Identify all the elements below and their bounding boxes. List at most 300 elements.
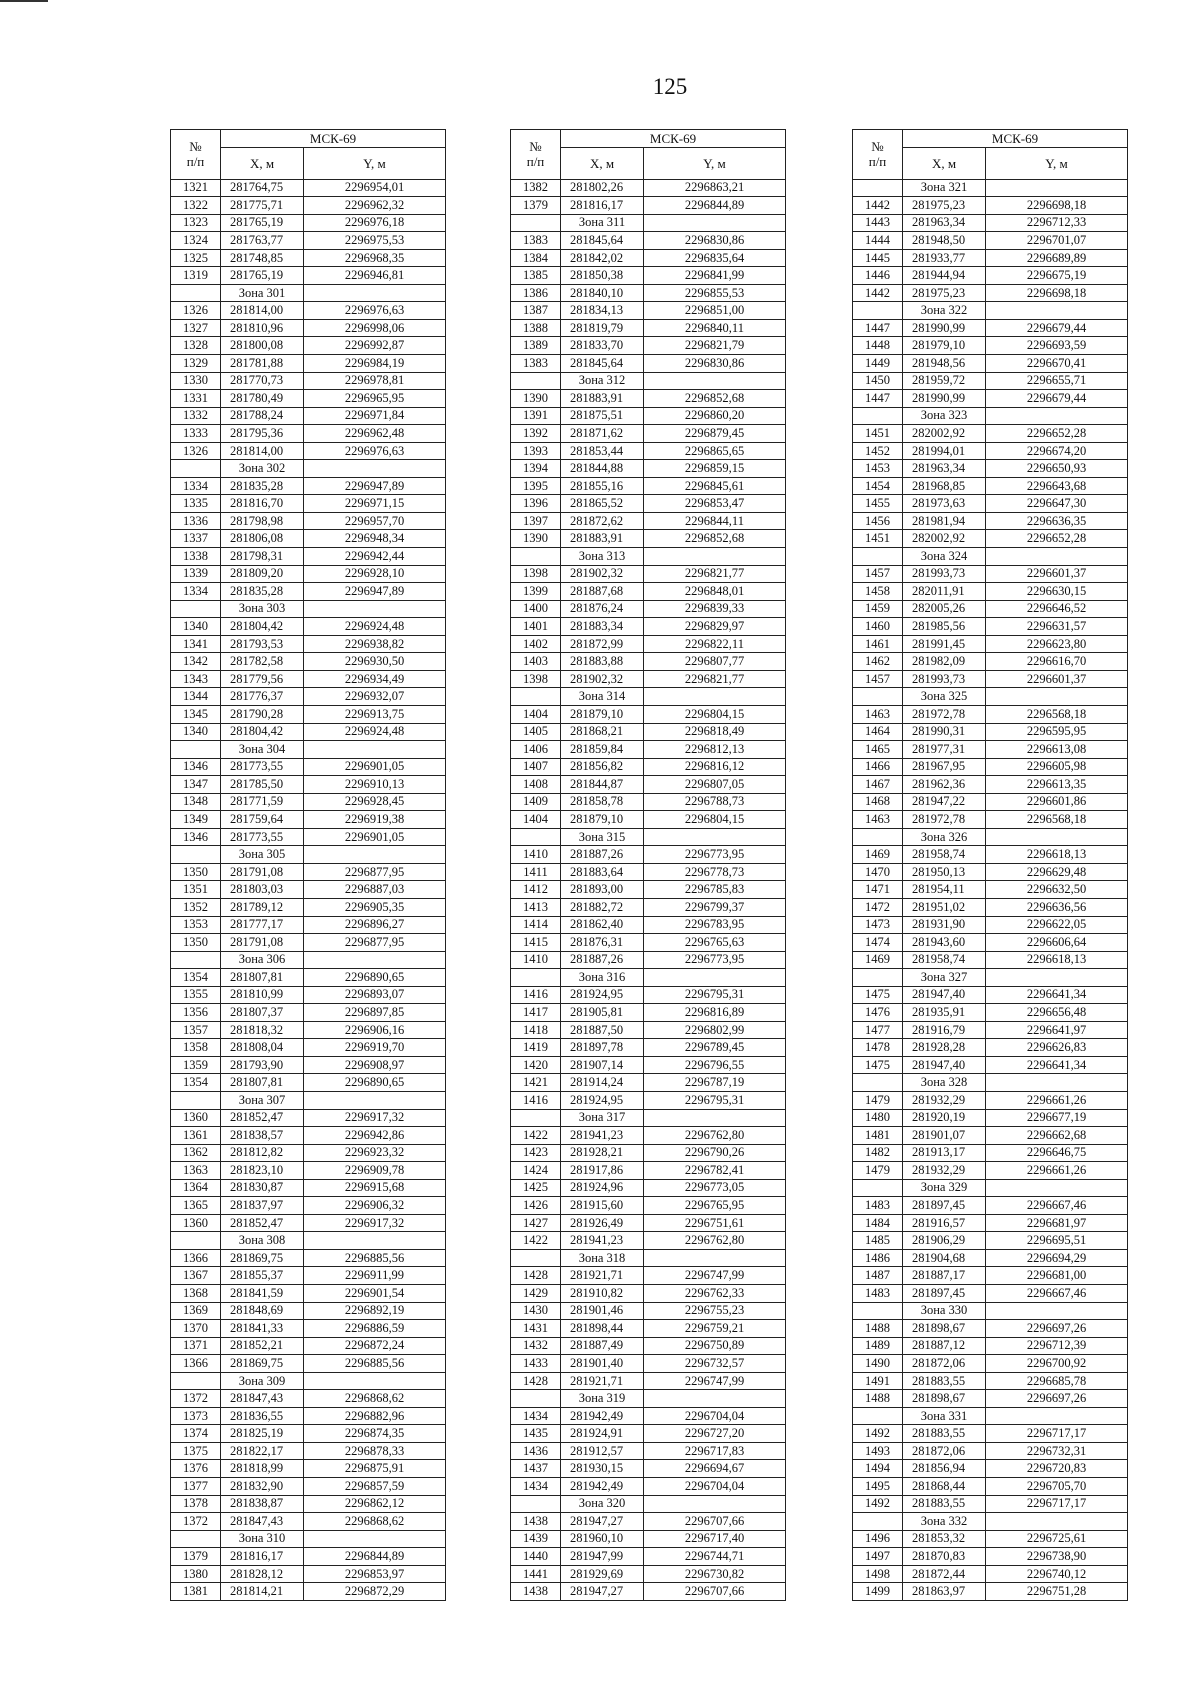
y-coordinate: 2296901,54 — [304, 1285, 446, 1303]
header-number-sign: № — [529, 139, 542, 155]
y-coordinate: 2296732,31 — [986, 1442, 1128, 1460]
x-coordinate: 281812,82 — [221, 1144, 304, 1162]
y-coordinate: 2296821,77 — [644, 670, 786, 688]
x-coordinate: 281804,42 — [221, 618, 304, 636]
y-coordinate: 2296601,37 — [986, 565, 1128, 583]
zone-empty-cell — [986, 407, 1128, 425]
x-coordinate: 281930,15 — [561, 1460, 644, 1478]
point-number: 1476 — [853, 1004, 903, 1022]
point-number: 1482 — [853, 1144, 903, 1162]
y-coordinate: 2296844,89 — [644, 197, 786, 215]
y-coordinate: 2296910,13 — [304, 776, 446, 794]
table-row — [511, 1267, 786, 1285]
x-coordinate: 281928,21 — [561, 1144, 644, 1162]
point-number: 1373 — [171, 1407, 221, 1425]
point-number: 1329 — [171, 355, 221, 373]
x-coordinate: 281932,29 — [903, 1091, 986, 1109]
x-coordinate: 281872,62 — [561, 512, 644, 530]
x-coordinate: 281822,17 — [221, 1442, 304, 1460]
point-number: 1469 — [853, 846, 903, 864]
corner-scan-mark — [0, 0, 48, 2]
point-number: 1401 — [511, 618, 561, 636]
y-coordinate: 2296892,19 — [304, 1302, 446, 1320]
x-coordinate: 281806,08 — [221, 530, 304, 548]
y-coordinate: 2296877,95 — [304, 863, 446, 881]
x-coordinate: 281804,42 — [221, 723, 304, 741]
x-coordinate: 281916,79 — [903, 1021, 986, 1039]
zone-row — [853, 179, 1128, 197]
x-coordinate: 281863,97 — [903, 1583, 986, 1601]
point-number: 1465 — [853, 741, 903, 759]
page-number: 125 — [652, 74, 688, 99]
x-coordinate: 281782,58 — [221, 653, 304, 671]
y-coordinate: 2296636,35 — [986, 512, 1128, 530]
zone-label: Зона 318 — [561, 1249, 644, 1267]
x-coordinate: 282002,92 — [903, 425, 986, 443]
x-coordinate: 281941,23 — [561, 1127, 644, 1145]
x-coordinate: 281793,53 — [221, 635, 304, 653]
point-number: 1409 — [511, 793, 561, 811]
x-coordinate: 281807,81 — [221, 969, 304, 987]
y-coordinate: 2296877,95 — [304, 934, 446, 952]
x-coordinate: 281855,16 — [561, 477, 644, 495]
table-row — [171, 214, 446, 232]
y-coordinate: 2296841,99 — [644, 267, 786, 285]
point-number: 1453 — [853, 460, 903, 478]
y-coordinate: 2296962,48 — [304, 425, 446, 443]
table-row — [171, 898, 446, 916]
zone-empty-cell — [986, 969, 1128, 987]
x-coordinate: 281776,37 — [221, 688, 304, 706]
table-row — [171, 337, 446, 355]
point-number: 1479 — [853, 1162, 903, 1180]
point-number: 1376 — [171, 1460, 221, 1478]
header-coordinate-system: МСК-69 — [561, 130, 786, 148]
table-row — [853, 653, 1128, 671]
x-coordinate: 281840,10 — [561, 284, 644, 302]
x-coordinate: 281764,75 — [221, 179, 304, 197]
y-coordinate: 2296785,83 — [644, 881, 786, 899]
table-row — [853, 1127, 1128, 1145]
x-coordinate: 281871,62 — [561, 425, 644, 443]
x-coordinate: 282002,92 — [903, 530, 986, 548]
y-coordinate: 2296830,86 — [644, 355, 786, 373]
table-row — [853, 1320, 1128, 1338]
x-coordinate: 281872,44 — [903, 1565, 986, 1583]
x-coordinate: 281897,45 — [903, 1197, 986, 1215]
x-coordinate: 281941,23 — [561, 1232, 644, 1250]
zone-empty-cell — [986, 548, 1128, 566]
table-row — [853, 495, 1128, 513]
table-row — [853, 1337, 1128, 1355]
zone-number-cell — [511, 548, 561, 566]
point-number: 1356 — [171, 1004, 221, 1022]
y-coordinate: 2296968,35 — [304, 249, 446, 267]
table-row — [171, 1074, 446, 1092]
y-coordinate: 2296679,44 — [986, 319, 1128, 337]
table-row — [171, 232, 446, 250]
x-coordinate: 281837,97 — [221, 1197, 304, 1215]
point-number: 1472 — [853, 898, 903, 916]
table-row — [511, 1214, 786, 1232]
x-coordinate: 281795,36 — [221, 425, 304, 443]
table-row — [511, 1442, 786, 1460]
y-coordinate: 2296629,48 — [986, 863, 1128, 881]
x-coordinate: 281759,64 — [221, 811, 304, 829]
y-coordinate: 2296626,83 — [986, 1039, 1128, 1057]
table-row — [171, 583, 446, 601]
y-coordinate: 2296698,18 — [986, 284, 1128, 302]
x-coordinate: 281921,71 — [561, 1267, 644, 1285]
table-row — [511, 986, 786, 1004]
point-number: 1483 — [853, 1197, 903, 1215]
point-number: 1464 — [853, 723, 903, 741]
point-number: 1486 — [853, 1249, 903, 1267]
point-number: 1366 — [171, 1249, 221, 1267]
x-coordinate: 281928,28 — [903, 1039, 986, 1057]
x-coordinate: 281902,32 — [561, 670, 644, 688]
point-number: 1463 — [853, 811, 903, 829]
x-coordinate: 281879,10 — [561, 811, 644, 829]
point-number: 1495 — [853, 1478, 903, 1496]
table-row — [853, 705, 1128, 723]
table-row — [853, 951, 1128, 969]
point-number: 1490 — [853, 1355, 903, 1373]
zone-empty-cell — [986, 1513, 1128, 1531]
x-coordinate: 281872,99 — [561, 635, 644, 653]
point-number: 1333 — [171, 425, 221, 443]
zone-empty-cell — [304, 284, 446, 302]
point-number: 1383 — [511, 355, 561, 373]
point-number: 1463 — [853, 705, 903, 723]
y-coordinate: 2296795,31 — [644, 986, 786, 1004]
point-number: 1429 — [511, 1285, 561, 1303]
table-row — [853, 1372, 1128, 1390]
point-number: 1399 — [511, 583, 561, 601]
y-coordinate: 2296829,97 — [644, 618, 786, 636]
point-number: 1360 — [171, 1214, 221, 1232]
x-coordinate: 281809,20 — [221, 565, 304, 583]
table-row — [511, 1004, 786, 1022]
x-coordinate: 281975,23 — [903, 284, 986, 302]
y-coordinate: 2296848,01 — [644, 583, 786, 601]
x-coordinate: 281814,00 — [221, 302, 304, 320]
table-row — [853, 1144, 1128, 1162]
table-row — [171, 653, 446, 671]
y-coordinate: 2296789,45 — [644, 1039, 786, 1057]
x-coordinate: 281914,24 — [561, 1074, 644, 1092]
zone-number-cell — [171, 1372, 221, 1390]
point-number: 1407 — [511, 758, 561, 776]
table-row — [171, 793, 446, 811]
x-coordinate: 281887,50 — [561, 1021, 644, 1039]
table-row — [511, 337, 786, 355]
x-coordinate: 281793,90 — [221, 1056, 304, 1074]
table-row — [853, 618, 1128, 636]
zone-row — [853, 302, 1128, 320]
table-row — [171, 828, 446, 846]
y-coordinate: 2296976,63 — [304, 442, 446, 460]
point-number: 1497 — [853, 1548, 903, 1566]
table-row — [511, 1460, 786, 1478]
zone-label: Зона 331 — [903, 1407, 986, 1425]
table-row — [853, 1197, 1128, 1215]
point-number: 1418 — [511, 1021, 561, 1039]
y-coordinate: 2296804,15 — [644, 811, 786, 829]
header-coordinate-system: МСК-69 — [221, 130, 446, 148]
point-number: 1385 — [511, 267, 561, 285]
table-row — [171, 372, 446, 390]
x-coordinate: 281916,57 — [903, 1214, 986, 1232]
zone-number-cell — [511, 1390, 561, 1408]
zone-label: Зона 311 — [561, 214, 644, 232]
point-number: 1443 — [853, 214, 903, 232]
point-number: 1382 — [511, 179, 561, 197]
point-number: 1350 — [171, 934, 221, 952]
zone-row — [171, 951, 446, 969]
y-coordinate: 2296787,19 — [644, 1074, 786, 1092]
zone-label: Зона 330 — [903, 1302, 986, 1320]
zone-row — [853, 548, 1128, 566]
y-coordinate: 2296890,65 — [304, 1074, 446, 1092]
point-number: 1408 — [511, 776, 561, 794]
table-row — [853, 1390, 1128, 1408]
table-row — [171, 635, 446, 653]
table-row — [171, 1320, 446, 1338]
point-number: 1481 — [853, 1127, 903, 1145]
point-number: 1498 — [853, 1565, 903, 1583]
zone-label: Зона 317 — [561, 1109, 644, 1127]
point-number: 1377 — [171, 1478, 221, 1496]
y-coordinate: 2296818,49 — [644, 723, 786, 741]
zone-empty-cell — [986, 1407, 1128, 1425]
x-coordinate: 281948,56 — [903, 355, 986, 373]
table-row — [171, 723, 446, 741]
point-number: 1323 — [171, 214, 221, 232]
y-coordinate: 2296707,66 — [644, 1513, 786, 1531]
x-coordinate: 281924,95 — [561, 986, 644, 1004]
point-number: 1445 — [853, 249, 903, 267]
table-row — [171, 442, 446, 460]
point-number: 1451 — [853, 425, 903, 443]
y-coordinate: 2296954,01 — [304, 179, 446, 197]
x-coordinate: 281883,88 — [561, 653, 644, 671]
point-number: 1349 — [171, 811, 221, 829]
y-coordinate: 2296646,75 — [986, 1144, 1128, 1162]
zone-label: Зона 309 — [221, 1372, 304, 1390]
zone-row — [171, 1372, 446, 1390]
x-coordinate: 281947,40 — [903, 986, 986, 1004]
x-coordinate: 281962,36 — [903, 776, 986, 794]
table-row — [511, 1513, 786, 1531]
zone-empty-cell — [644, 828, 786, 846]
zone-number-cell — [171, 951, 221, 969]
x-coordinate: 281814,21 — [221, 1583, 304, 1601]
table-row — [853, 898, 1128, 916]
y-coordinate: 2296896,27 — [304, 916, 446, 934]
table-row — [511, 1179, 786, 1197]
x-coordinate: 281887,26 — [561, 846, 644, 864]
header-number-sign: № — [189, 139, 202, 155]
y-coordinate: 2296984,19 — [304, 355, 446, 373]
table-row — [853, 267, 1128, 285]
zone-label: Зона 303 — [221, 600, 304, 618]
point-number: 1439 — [511, 1530, 561, 1548]
x-coordinate: 281842,02 — [561, 249, 644, 267]
y-coordinate: 2296885,56 — [304, 1355, 446, 1373]
y-coordinate: 2296942,44 — [304, 548, 446, 566]
zone-label: Зона 324 — [903, 548, 986, 566]
y-coordinate: 2296822,11 — [644, 635, 786, 653]
zone-number-cell — [171, 1091, 221, 1109]
y-coordinate: 2296643,68 — [986, 477, 1128, 495]
y-coordinate: 2296975,53 — [304, 232, 446, 250]
point-number: 1379 — [171, 1548, 221, 1566]
table-row — [171, 670, 446, 688]
zone-number-cell — [171, 741, 221, 759]
table-row — [171, 302, 446, 320]
point-number: 1328 — [171, 337, 221, 355]
x-coordinate: 281855,37 — [221, 1267, 304, 1285]
point-number: 1357 — [171, 1021, 221, 1039]
table-row — [171, 1442, 446, 1460]
point-number: 1404 — [511, 705, 561, 723]
x-coordinate: 281865,52 — [561, 495, 644, 513]
y-coordinate: 2296720,83 — [986, 1460, 1128, 1478]
x-coordinate: 281960,10 — [561, 1530, 644, 1548]
table-row — [171, 1197, 446, 1215]
y-coordinate: 2296868,62 — [304, 1390, 446, 1408]
x-coordinate: 281973,63 — [903, 495, 986, 513]
zone-label: Зона 307 — [221, 1091, 304, 1109]
point-number: 1444 — [853, 232, 903, 250]
y-coordinate: 2296804,15 — [644, 705, 786, 723]
x-coordinate: 281789,12 — [221, 898, 304, 916]
point-number: 1434 — [511, 1407, 561, 1425]
y-coordinate: 2296865,65 — [644, 442, 786, 460]
table-row — [171, 1390, 446, 1408]
y-coordinate: 2296751,61 — [644, 1214, 786, 1232]
zone-label: Зона 312 — [561, 372, 644, 390]
point-number: 1422 — [511, 1127, 561, 1145]
y-coordinate: 2296656,48 — [986, 1004, 1128, 1022]
y-coordinate: 2296601,37 — [986, 670, 1128, 688]
y-coordinate: 2296976,18 — [304, 214, 446, 232]
point-number: 1460 — [853, 618, 903, 636]
y-coordinate: 2296998,06 — [304, 319, 446, 337]
point-number: 1434 — [511, 1478, 561, 1496]
x-coordinate: 281830,87 — [221, 1179, 304, 1197]
zone-number-cell — [853, 407, 903, 425]
y-coordinate: 2296942,86 — [304, 1127, 446, 1145]
point-number: 1416 — [511, 986, 561, 1004]
y-coordinate: 2296641,34 — [986, 1056, 1128, 1074]
table-row — [511, 1355, 786, 1373]
x-coordinate: 282005,26 — [903, 600, 986, 618]
table-row — [171, 863, 446, 881]
table-row — [511, 390, 786, 408]
x-coordinate: 281967,95 — [903, 758, 986, 776]
table-row — [171, 934, 446, 952]
y-coordinate: 2296773,95 — [644, 951, 786, 969]
x-coordinate: 282011,91 — [903, 583, 986, 601]
point-number: 1411 — [511, 863, 561, 881]
table-row — [853, 1004, 1128, 1022]
y-coordinate: 2296755,23 — [644, 1302, 786, 1320]
table-row — [853, 460, 1128, 478]
table-row — [511, 460, 786, 478]
y-coordinate: 2296844,11 — [644, 512, 786, 530]
x-coordinate: 281844,87 — [561, 776, 644, 794]
y-coordinate: 2296630,15 — [986, 583, 1128, 601]
header-row — [511, 130, 786, 148]
x-coordinate: 281947,99 — [561, 1548, 644, 1566]
point-number: 1346 — [171, 758, 221, 776]
table-row — [171, 179, 446, 197]
zone-empty-cell — [986, 179, 1128, 197]
y-coordinate: 2296924,48 — [304, 723, 446, 741]
zone-empty-cell — [986, 302, 1128, 320]
x-coordinate: 281765,19 — [221, 267, 304, 285]
zone-number-cell — [853, 1407, 903, 1425]
zone-number-cell — [853, 548, 903, 566]
y-coordinate: 2296747,99 — [644, 1372, 786, 1390]
table-row — [171, 1039, 446, 1057]
y-coordinate: 2296677,19 — [986, 1109, 1128, 1127]
y-coordinate: 2296605,98 — [986, 758, 1128, 776]
point-number: 1430 — [511, 1302, 561, 1320]
header-number-abbrev: п/п — [186, 154, 205, 170]
y-coordinate: 2296948,34 — [304, 530, 446, 548]
zone-row — [853, 407, 1128, 425]
y-coordinate: 2296906,32 — [304, 1197, 446, 1215]
y-coordinate: 2296681,97 — [986, 1214, 1128, 1232]
y-coordinate: 2296882,96 — [304, 1407, 446, 1425]
zone-empty-cell — [304, 1530, 446, 1548]
table-row — [171, 530, 446, 548]
table-row — [171, 1127, 446, 1145]
x-coordinate: 281883,91 — [561, 390, 644, 408]
table-row — [853, 214, 1128, 232]
zone-number-cell — [853, 1513, 903, 1531]
table-row — [511, 583, 786, 601]
table-row — [511, 916, 786, 934]
x-coordinate: 281816,17 — [221, 1548, 304, 1566]
point-number: 1479 — [853, 1091, 903, 1109]
y-coordinate: 2296661,26 — [986, 1162, 1128, 1180]
table-row — [171, 1109, 446, 1127]
x-coordinate: 281943,60 — [903, 934, 986, 952]
table-row — [511, 284, 786, 302]
zone-label: Зона 322 — [903, 302, 986, 320]
table-row — [853, 1232, 1128, 1250]
coordinates-table — [510, 129, 786, 1601]
table-row — [853, 319, 1128, 337]
x-coordinate: 281883,34 — [561, 618, 644, 636]
x-coordinate: 281850,38 — [561, 267, 644, 285]
zone-label: Зона 328 — [903, 1074, 986, 1092]
x-coordinate: 281901,40 — [561, 1355, 644, 1373]
table-row — [171, 1214, 446, 1232]
point-number: 1425 — [511, 1179, 561, 1197]
table-row — [853, 723, 1128, 741]
header-number-abbrev: п/п — [868, 154, 887, 170]
x-coordinate: 281832,90 — [221, 1478, 304, 1496]
table-row — [853, 1214, 1128, 1232]
table-row — [853, 670, 1128, 688]
table-row — [853, 793, 1128, 811]
y-coordinate: 2296887,03 — [304, 881, 446, 899]
